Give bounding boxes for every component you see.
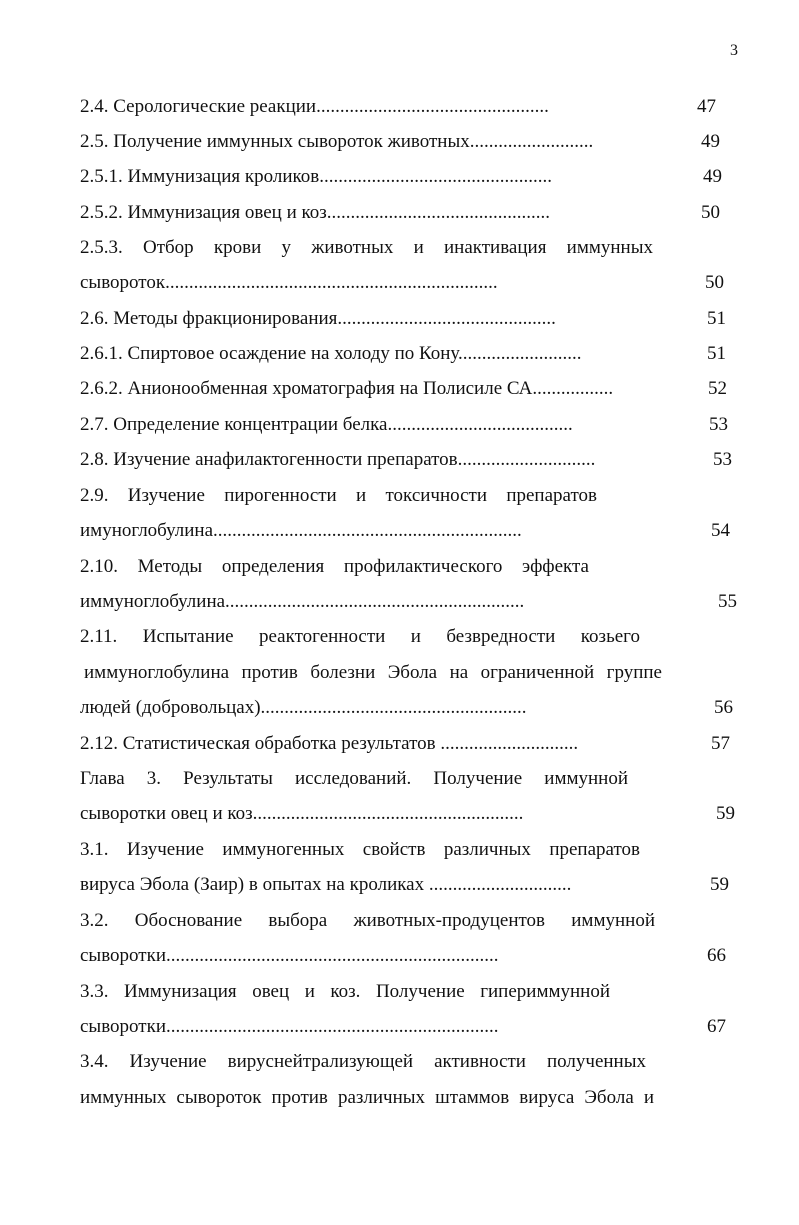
- toc-page-3-2: 66: [707, 945, 726, 966]
- toc-entry-2-5-3: 2.5.3. Отбор крови у животных и инактивация иммунных: [80, 237, 653, 258]
- toc-entry-2-10: 2.10. Методы определения профилактического эффекта: [80, 556, 589, 577]
- toc-page-2-10: 55: [718, 591, 737, 612]
- toc-page-2-11: 56: [714, 697, 733, 718]
- toc-entry-2-9-cont: имуноглобулина.................................................................: [80, 520, 522, 541]
- toc-page-2-7: 53: [709, 414, 728, 435]
- toc-entry-2-10-cont: иммуноглобулина...............................................................: [80, 591, 525, 612]
- toc-page-2-9: 54: [711, 520, 730, 541]
- toc-entry-2-9: 2.9. Изучение пирогенности и токсичности препаратов: [80, 485, 597, 506]
- toc-page-2-6-1: 51: [707, 343, 726, 364]
- toc-entry-2-5: 2.5. Получение иммунных сывороток животных..........................: [80, 131, 594, 152]
- toc-entry-3-2: 3.2. Обоснование выбора животных-продуцентов иммунной: [80, 910, 655, 931]
- toc-entry-2-11-cont2: людей (добровольцах)........................................................: [80, 697, 527, 718]
- toc-entry-2-6-2: 2.6.2. Анионообменная хроматография на Полисиле СА.................: [80, 378, 614, 399]
- toc-entry-chapter-3: Глава 3. Результаты исследований. Получение иммунной: [80, 768, 628, 789]
- toc-entry-2-6-1: 2.6.1. Спиртовое осаждение на холоду по Кону..........................: [80, 343, 582, 364]
- toc-page-2-5: 49: [701, 131, 720, 152]
- toc-entry-2-11: 2.11. Испытание реактогенности и безвредности козьего: [80, 626, 640, 647]
- toc-page-2-5-2: 50: [701, 202, 720, 223]
- page-number: 3: [730, 42, 738, 59]
- toc-page-2-4: 47: [697, 96, 716, 117]
- toc-page-chapter-3: 59: [716, 803, 735, 824]
- toc-entry-3-3-cont: сыворотки......................................................................: [80, 1016, 499, 1037]
- toc-entry-3-3: 3.3. Иммунизация овец и коз. Получение гипериммунной: [80, 981, 610, 1002]
- toc-page-3-3: 67: [707, 1016, 726, 1037]
- toc-page-2-8: 53: [713, 449, 732, 470]
- toc-page-2-5-3: 50: [705, 272, 724, 293]
- toc-page-2-12: 57: [711, 733, 730, 754]
- toc-page-2-6: 51: [707, 308, 726, 329]
- toc-page-2-6-2: 52: [708, 378, 727, 399]
- toc-entry-2-4: 2.4. Серологические реакции.................................................: [80, 96, 549, 117]
- toc-page-3-1: 59: [710, 874, 729, 895]
- toc-entry-2-12: 2.12. Статистическая обработка результатов .............................: [80, 733, 579, 754]
- toc-entry-chapter-3-cont: сыворотки овец и коз.........................................................: [80, 803, 524, 824]
- toc-entry-3-2-cont: сыворотки......................................................................: [80, 945, 499, 966]
- toc-entry-2-11-cont: иммуноглобулина против болезни Эбола на ограниченной группе: [84, 662, 662, 683]
- toc-entry-2-7: 2.7. Определение концентрации белка.......................................: [80, 414, 573, 435]
- toc-entry-3-1: 3.1. Изучение иммуногенных свойств различных препаратов: [80, 839, 640, 860]
- toc-page-2-5-1: 49: [703, 166, 722, 187]
- toc-entry-2-8: 2.8. Изучение анафилактогенности препаратов.............................: [80, 449, 596, 470]
- toc-entry-3-4-cont: иммунных сывороток против различных штаммов вируса Эбола и: [80, 1087, 654, 1108]
- toc-entry-2-5-3-cont: сывороток......................................................................: [80, 272, 498, 293]
- toc-entry-2-5-2: 2.5.2. Иммунизация овец и коз...............................................: [80, 202, 551, 223]
- toc-entry-3-1-cont: вируса Эбола (Заир) в опытах на кроликах ..............................: [80, 874, 572, 895]
- toc-entry-2-6: 2.6. Методы фракционирования..............................................: [80, 308, 556, 329]
- toc-entry-2-5-1: 2.5.1. Иммунизация кроликов.................................................: [80, 166, 552, 187]
- toc-entry-3-4: 3.4. Изучение вируснейтрализующей активности полученных: [80, 1051, 646, 1072]
